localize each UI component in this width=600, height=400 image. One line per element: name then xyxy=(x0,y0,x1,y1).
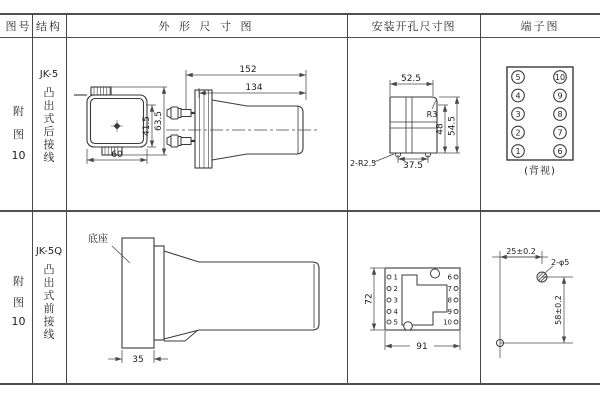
terminal-right-3: 8 xyxy=(557,109,563,119)
header-mounting: 安装开孔尺寸图 xyxy=(371,19,456,33)
dim-hole-callout: 2-φ5 xyxy=(551,258,570,267)
dim-base-width: 35 xyxy=(132,355,144,365)
terminal-right-5: 6 xyxy=(557,146,563,156)
drill-diagram-jk5q xyxy=(480,211,600,384)
base-label: 底座 xyxy=(88,234,108,245)
front-view-hatching xyxy=(94,87,118,155)
row2-figure-label xyxy=(5,273,32,328)
hole-num-9: 9 xyxy=(447,307,452,316)
hole-num-10: 10 xyxy=(443,318,452,327)
dim-corner-radius: R3 xyxy=(426,110,438,119)
structure-char: 后 xyxy=(43,125,55,138)
row1-structure-label xyxy=(32,69,66,164)
row1-figure-label xyxy=(5,103,32,162)
terminal-left-1: 5 xyxy=(515,72,521,82)
side-view-body xyxy=(195,90,303,168)
row1-structure-text xyxy=(44,86,55,164)
base-leader-line xyxy=(112,246,130,263)
dim-hole-vertical: 58±0.2 xyxy=(554,295,563,325)
row2-fig-char1: 附 xyxy=(13,275,24,288)
dim-cutout-total-height: 54.5 xyxy=(447,115,458,137)
structure-char: 式 xyxy=(43,112,55,125)
hole-num-1: 1 xyxy=(393,273,398,282)
hole-num-7: 7 xyxy=(447,284,452,293)
row1-fig-char2: 图 xyxy=(13,128,24,141)
dim-plate-height: 72 xyxy=(364,293,375,305)
row2-fig-char2: 图 xyxy=(13,296,24,309)
hole-num-8: 8 xyxy=(447,296,452,305)
terminal-left-5: 1 xyxy=(515,146,521,156)
outline-drawing-jk5q xyxy=(66,211,347,384)
front-view-case xyxy=(74,87,147,155)
structure-char: 接 xyxy=(43,138,55,151)
dim-total-length: 152 xyxy=(239,65,257,75)
terminal-caption: (背视) xyxy=(524,166,556,177)
structure-char: 出 xyxy=(43,99,55,112)
hole-num-5: 5 xyxy=(393,318,398,327)
structure-char: 接 xyxy=(43,315,55,328)
hole-num-2: 2 xyxy=(393,284,398,293)
row2-fig-num: 10 xyxy=(11,315,26,328)
row2-model: JK-5Q xyxy=(35,246,63,257)
structure-char: 线 xyxy=(43,151,55,164)
dim-cutout-bottom-width: 37.5 xyxy=(402,161,424,171)
dim-hole-horizontal: 25±0.2 xyxy=(506,247,536,256)
row1-fig-num: 10 xyxy=(11,149,26,162)
mounting-drawing-jk5q xyxy=(347,211,480,384)
terminal-left-3: 3 xyxy=(515,109,521,119)
hole-num-4: 4 xyxy=(393,307,398,316)
terminal-left-2: 4 xyxy=(515,91,521,101)
terminal-right-4: 7 xyxy=(557,128,563,138)
terminal-right-2: 9 xyxy=(557,91,563,101)
side-view-terminals xyxy=(167,107,195,147)
dim-plate-width: 91 xyxy=(416,342,428,352)
structure-char: 出 xyxy=(43,276,55,289)
terminal-left-4: 2 xyxy=(515,128,521,138)
header-outline: 外 形 尺 寸 图 xyxy=(158,19,255,33)
structure-char: 凸 xyxy=(43,263,55,276)
row2-structure-label xyxy=(32,246,66,341)
dim-inner-height: 41.5 xyxy=(142,115,152,137)
structure-char: 凸 xyxy=(43,86,55,99)
hole-num-6: 6 xyxy=(447,273,452,282)
side-view-jk5q xyxy=(122,238,319,348)
cutout-outline xyxy=(390,97,437,157)
hole-num-3: 3 xyxy=(393,296,398,305)
terminal-right-1: 10 xyxy=(554,72,566,82)
row1-model: JK-5 xyxy=(39,69,59,80)
dim-slot-note: 2-R2.5 xyxy=(350,159,377,168)
dim-hole-height: 48 xyxy=(435,123,446,135)
dim-body-length: 134 xyxy=(245,83,263,93)
outline-drawing-jk5 xyxy=(66,38,347,211)
structure-char: 式 xyxy=(43,289,55,302)
structure-char: 前 xyxy=(43,302,55,315)
dim-cutout-top-width: 52.5 xyxy=(400,74,422,84)
front-view-center-mark xyxy=(111,120,123,132)
terminal-numbers xyxy=(515,73,565,156)
dim-front-width: 60 xyxy=(111,150,123,160)
header-figure-no: 图号 xyxy=(5,19,32,33)
header-terminal: 端子图 xyxy=(520,19,560,33)
row1-fig-char1: 附 xyxy=(13,105,24,118)
header-structure: 结构 xyxy=(36,19,62,33)
dim-total-height: 63.5 xyxy=(154,110,164,132)
structure-char: 线 xyxy=(43,328,55,341)
terminal-diagram-jk5 xyxy=(480,38,600,211)
row2-structure-text xyxy=(44,263,55,341)
drill-holes xyxy=(497,272,548,347)
mounting-drawing-jk5 xyxy=(347,38,480,211)
